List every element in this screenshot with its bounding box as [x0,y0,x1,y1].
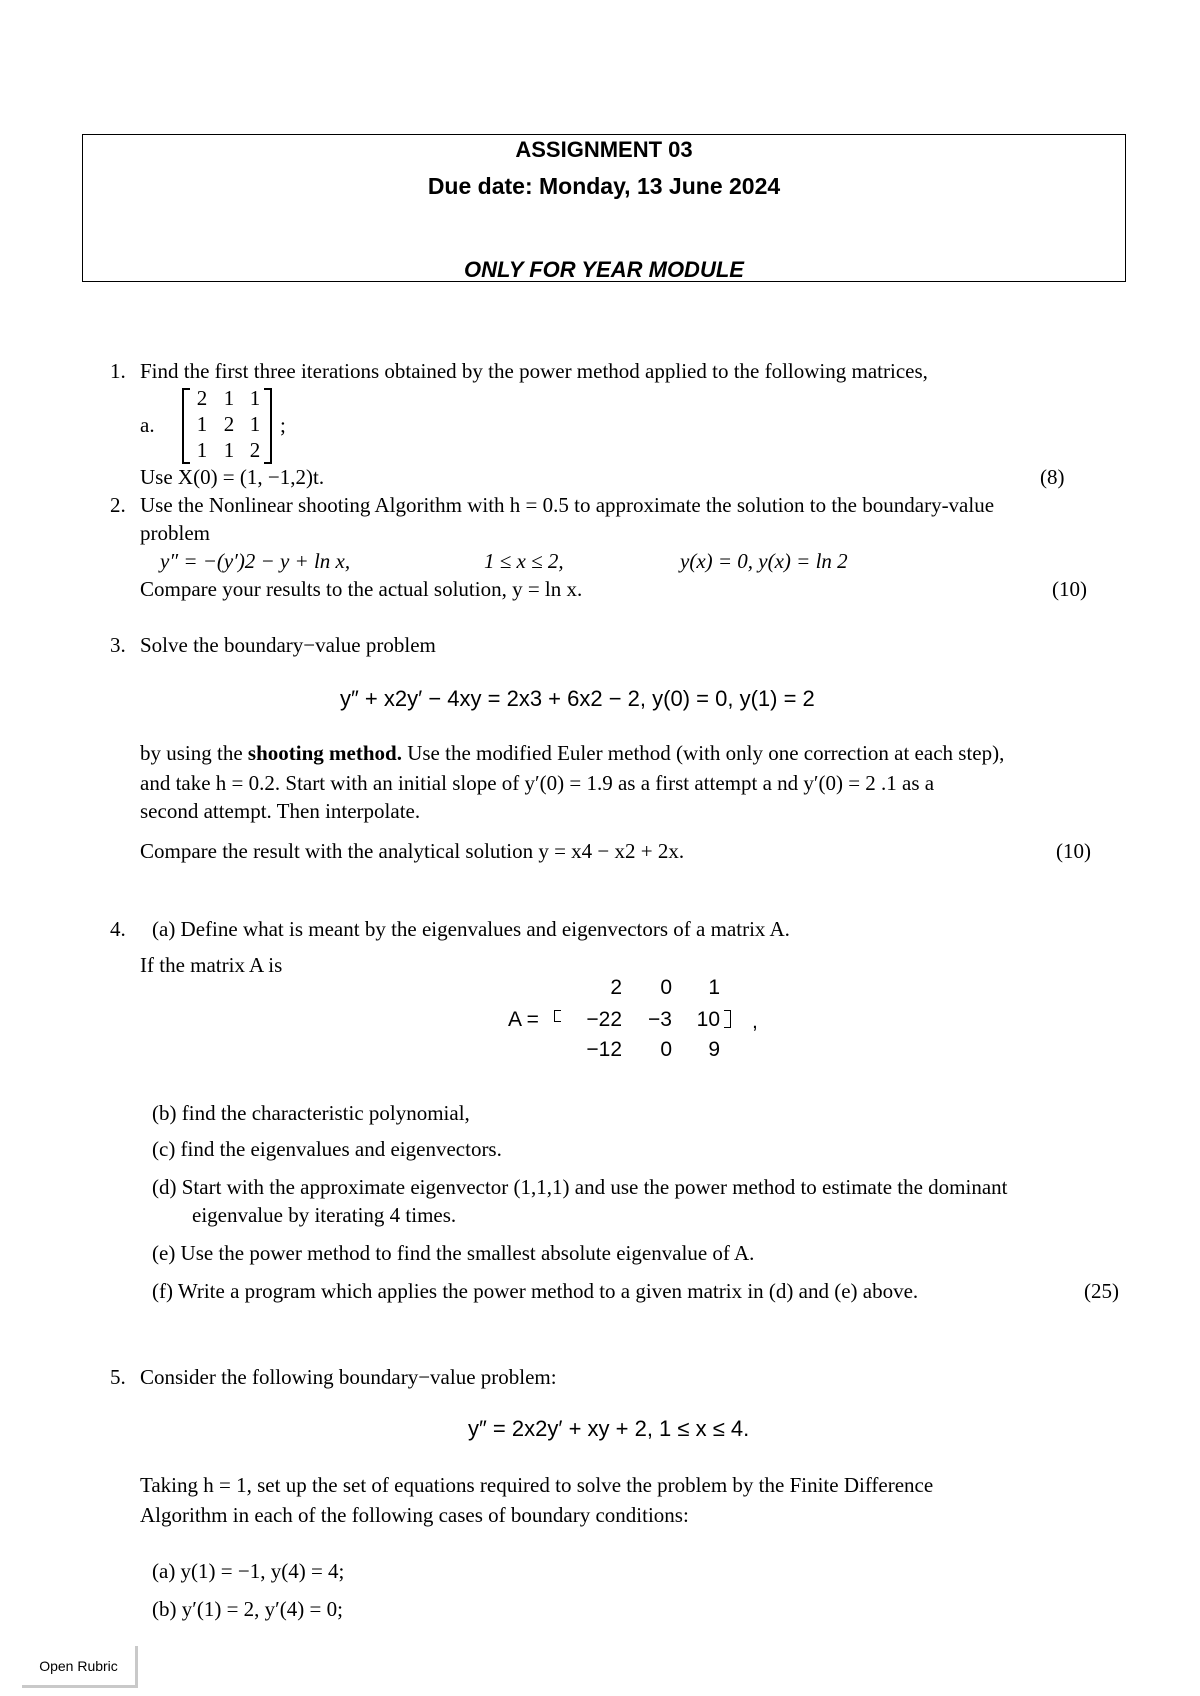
due-date: Due date: Monday, 13 June 2024 [427,173,781,199]
domain-condition: 1 ≤ x ≤ 2, [484,549,564,573]
equation: y″ = 2x2y′ + xy + 2, 1 ≤ x ≤ 4. [468,1416,750,1441]
assignment-header [82,134,1126,282]
matrix-row [552,1038,720,1062]
part-b: (b) find the characteristic polynomial, [152,1101,470,1125]
question-text: Find the first three iterations obtained by the power method applied to the following matrices, [140,359,928,383]
matrix-cell: 1 [249,386,261,410]
matrix-cell: 1 [223,386,235,410]
matrix-cell: 1 [223,438,235,462]
boundary-conditions: y(x) = 0, y(x) = ln 2 [680,549,848,573]
compare-text: Compare the result with the analytical solution y = x4 − x2 + 2x. [140,839,685,863]
marks: (8) [1040,465,1065,489]
assignment-title: ASSIGNMENT 03 [515,137,693,162]
question-text: Consider the following boundary−value problem: [140,1365,557,1389]
matrix-row [188,438,268,463]
equation: y″ = −(y′)2 − y + ln x, [160,549,351,573]
matrix-cell: 1 [249,412,261,436]
matrix-row [552,976,720,1000]
question-number: 1. [110,359,126,383]
matrix-cell: 9 [708,1038,720,1061]
question-number: 5. [110,1365,126,1389]
matrix-cell: 0 [660,1038,672,1061]
matrix-a [552,976,752,1066]
part-f: (f) Write a program which applies the power method to a given matrix in (d) and (e) above. [152,1279,919,1303]
text-span: by using the [140,741,248,765]
matrix-lhs: A = [508,1008,539,1031]
matrix-cell: 10 [696,1008,720,1031]
equation: y″ + x2y′ − 4xy = 2x3 + 6x2 − 2, y(0) = 0, y(1) = 2 [340,686,815,711]
matrix-left-bracket [554,1010,561,1022]
matrix-cell: 2 [196,386,208,410]
marks: (25) [1084,1279,1119,1303]
marks: (10) [1052,577,1087,601]
open-rubric-button[interactable]: Open Rubric [22,1646,138,1688]
matrix-semicolon: ; [280,413,286,437]
question-text: Taking h = 1, set up the set of equations required to solve the problem by the Finite Difference [140,1473,934,1497]
question-text: If the matrix A is [140,953,283,977]
part-label: a. [140,413,155,437]
matrix-row [188,386,268,411]
part-e: (e) Use the power method to find the smallest absolute eigenvalue of A. [152,1241,755,1265]
matrix-cell: 1 [196,412,208,436]
question-number: 2. [110,493,126,517]
question-text: Algorithm in each of the following cases of boundary conditions: [140,1503,689,1527]
marks: (10) [1056,839,1091,863]
matrix-right-bracket [724,1010,731,1028]
matrix-cell: 1 [196,438,208,462]
matrix-cell: −12 [586,1038,622,1061]
part-a: (a) y(1) = −1, y(4) = 4; [152,1559,345,1583]
matrix-row [552,1008,720,1032]
matrix-cell: 1 [708,976,720,999]
initial-vector: Use X(0) = (1, −1,2)t. [140,465,325,489]
question-number: 4. [110,917,126,941]
part-d-cont: eigenvalue by iterating 4 times. [192,1203,457,1227]
part-b: (b) y′(1) = 2, y′(4) = 0; [152,1597,343,1621]
matrix-row [188,412,268,437]
emphasis-text: shooting method. [247,741,402,765]
question-number: 3. [110,633,126,657]
text-span: Use the modified Euler method (with only one correction at each step), [401,741,1005,765]
compare-text: Compare your results to the actual solution, y = ln x. [140,577,583,601]
part-d: (d) Start with the approximate eigenvector (1,1,1) and use the power method to estimate the dominant [152,1175,1008,1199]
question-text: and take h = 0.2. Start with an initial slope of y′(0) = 1.9 as a first attempt a nd y′(0) = 2 .1 as a [140,771,935,795]
matrix-cell: 2 [610,976,622,999]
matrix-cell: 2 [249,438,261,462]
part-a: (a) Define what is meant by the eigenvalues and eigenvectors of a matrix A. [152,917,790,941]
question-text [140,740,1004,766]
matrix-comma: , [752,1010,758,1033]
part-c: (c) find the eigenvalues and eigenvectors. [152,1137,502,1161]
matrix-q1 [172,386,278,462]
question-text: problem [140,521,210,545]
question-text: Solve the boundary−value problem [140,633,436,657]
matrix-cell: 0 [660,976,672,999]
matrix-cell: −22 [586,1008,622,1031]
matrix-cell: −3 [648,1008,672,1031]
module-note: ONLY FOR YEAR MODULE [464,257,744,282]
matrix-cell: 2 [223,412,235,436]
question-text: second attempt. Then interpolate. [140,799,421,823]
question-text: Use the Nonlinear shooting Algorithm with h = 0.5 to approximate the solution to the boundary-value [140,493,995,517]
